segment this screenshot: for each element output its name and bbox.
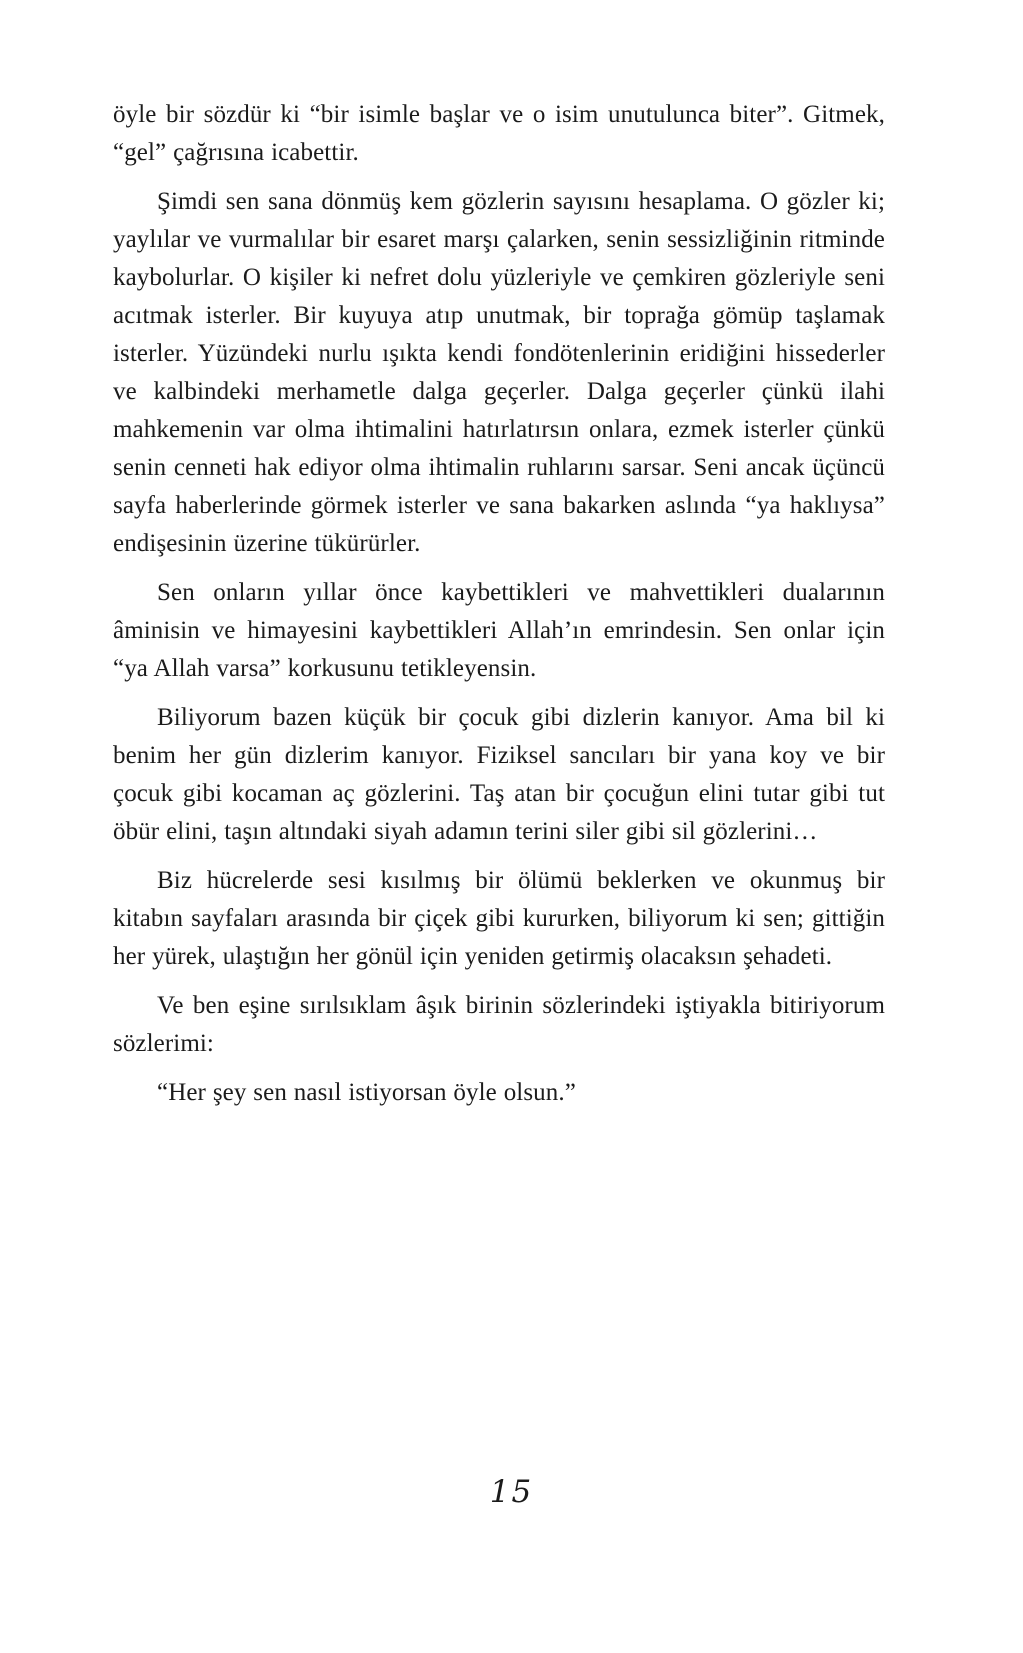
paragraph: Ve ben eşine sırılsıklam âşık birinin sözlerindeki iştiyakla bitiriyorum sözlerimi: bbox=[113, 992, 885, 1057]
text-block bbox=[113, 96, 885, 1123]
paragraph: “Her şey sen nasıl istiyorsan öyle olsun.” bbox=[157, 1079, 576, 1106]
page-number: 15 bbox=[489, 1474, 534, 1510]
paragraph: Biz hücrelerde sesi kısılmış bir ölümü beklerken ve okunmuş bir kitabın sayfaları arasında bir çiçek gibi kururken, biliyorum ki sen; gittiğin her yürek, ulaştığın her gönül için yeniden getirmiş olacaksın şehadeti. bbox=[113, 867, 885, 970]
paragraph: Şimdi sen sana dönmüş kem gözlerin sayısını hesaplama. O gözler ki; yaylılar ve vurmalılar bir esaret marşı çalarken, senin sessizliğinin ritminde kaybolurlar. O kişiler ki nefret dolu yüzleriyle ve çemkiren gözleriyle seni acıtmak isterler. Bir kuyuya atıp unutmak, bir toprağa gömüp taşlamak isterler. Yüzündeki nurlu ışıkta kendi fondötenlerinin eridiğini hissederler ve kalbindeki merhametle dalga geçerler. Dalga geçerler çünkü ilahi mahkemenin var olma ihtimalini hatırlatırsın onlara, ezmek isterler çünkü senin cenneti hak ediyor olma ihtimalin ruhlarını sarsar. Seni ancak üçüncü sayfa haberlerinde görmek isterler ve sana bakarken aslında “ya haklıysa” endişesinin üzerine tükürürler. bbox=[113, 188, 885, 557]
paragraph: Sen onların yıllar önce kaybettikleri ve mahvettikleri dualarının âminisin ve himayesini kaybettikleri Allah’ın emrindesin. Sen onlar için “ya Allah varsa” korkusunu tetikleyensin. bbox=[113, 579, 885, 682]
paragraph: öyle bir sözdür ki “bir isimle başlar ve o isim unutulunca biter”. Gitmek, “gel” çağrısına icabettir. bbox=[113, 101, 885, 166]
paragraph: Biliyorum bazen küçük bir çocuk gibi dizlerin kanıyor. Ama bil ki benim her gün dizlerim kanıyor. Fiziksel sancıları bir yana koy ve bir çocuk gibi kocaman aç gözlerini. Taş atan bir çocuğun elini tutar gibi tut öbür elini, taşın altındaki siyah adamın terini siler gibi sil gözlerini… bbox=[113, 704, 885, 845]
